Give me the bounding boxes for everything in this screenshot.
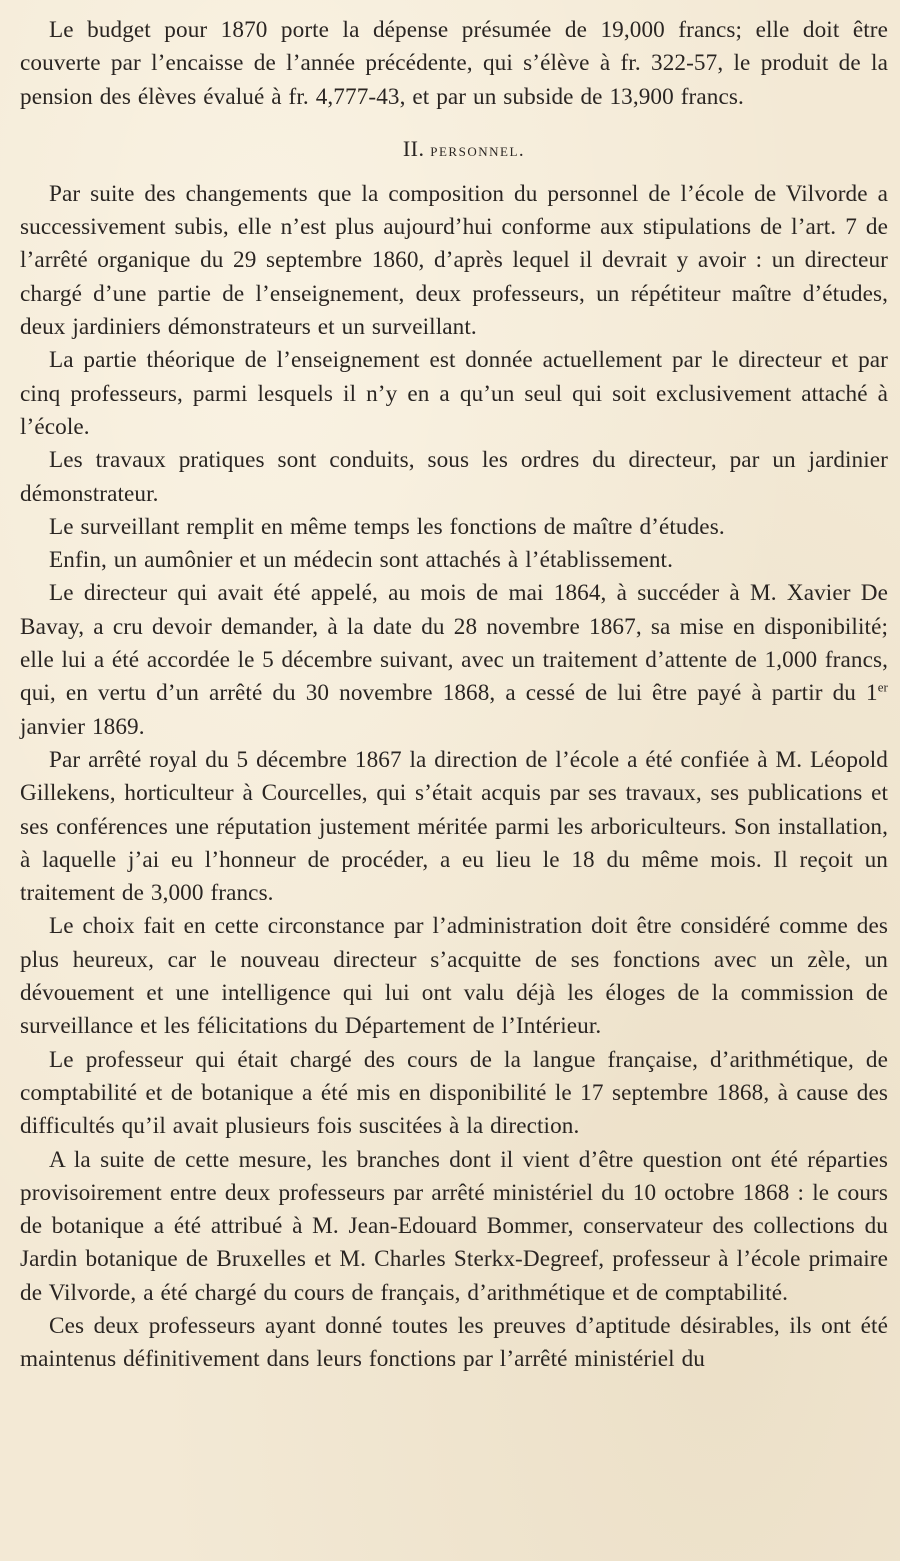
budget-paragraph: Le budget pour 1870 porte la dépense présumée de 19,000 francs; elle doit être couverte par l’encaisse de l’année précédente, qui s’élève à fr. 322-57, le produit de la pension des élèves évalué à fr. 4,777-43, et par un subside de 13,900 francs. (20, 17, 888, 110)
appointment-paragraph: Par arrêté royal du 5 décembre 1867 la direction de l’école a été confiée à M. Léopold Gillekens, horticulteur à Courcelles, qui s’était acquis par ses travaux, ses publications et ses conférences une réputation justement méritée parmi les arboriculteurs. Son installation, à laquelle j’ai eu l’honneur de procéder, a eu lieu le 18 du même mois. Il reçoit un traitement de 3,000 francs. (20, 746, 888, 907)
personnel-paragraph-3: Les travaux pratiques sont conduits, sous les ordres du directeur, par un jardinier démonstrateur. (20, 447, 888, 507)
personnel-paragraph-2: La partie théorique de l’enseignement est donnée actuellement par le directeur et par cinq professeurs, parmi lesquels il n’y en a qu’un seul qui soit exclusivement attaché à l’école. (20, 347, 888, 440)
ordinal-superscript: er (877, 679, 888, 695)
section-title: personnel. (430, 139, 526, 161)
director-paragraph (20, 577, 888, 743)
personnel-paragraph-5: Enfin, un aumônier et un médecin sont attachés à l’établissement. (49, 547, 673, 574)
director-paragraph-end: janvier 1869. (20, 713, 145, 740)
personnel-paragraph-4: Le surveillant remplit en même temps les fonctions de maître d’études. (49, 513, 725, 540)
professor-paragraph: Le professeur qui était chargé des cours de la langue française, d’arithmétique, de comptabilité et de botanique a été mis en disponibilité le 17 septembre 1868, à cause des difficultés qu’il avait plusieurs fois suscitées à la direction. (20, 1046, 888, 1140)
evaluation-paragraph: Le choix fait en cette circonstance par l’administration doit être considéré comme des plus heureux, car le nouveau directeur s’acquitte de ses fonctions avec un zèle, un dévouement et une intelligence qui lui ont valu déjà les éloges de la commission de surveillance et les félicitations du Département de l’Intérieur. (20, 913, 888, 1040)
section-number: II. (402, 135, 425, 161)
confirmation-paragraph: Ces deux professeurs ayant donné toutes les preuves d’aptitude désirables, ils ont été maintenus définitivement dans leurs fonctions par l’arrêté ministériel du (20, 1312, 888, 1373)
director-paragraph-text: Le directeur qui avait été appelé, au mois de mai 1864, à succéder à M. Xavier De Bavay, a cru devoir demander, à la date du 28 novembre 1867, sa mise en disponibilité; elle lui a été accordée le 5 décembre suivant, avec un traitement d’attente de 1,000 francs, qui, en vertu d’un arrêté du 30 novembre 1868, a cessé de lui être payé à partir du 1 (20, 580, 888, 707)
personnel-paragraph-1: Par suite des changements que la composition du personnel de l’école de Vilvorde a successivement subis, elle n’est plus aujourd’hui conforme aux stipulations de l’art. 7 de l’arrêté organique du 29 septembre 1860, d’après lequel il devrait y avoir : un directeur chargé d’une partie de l’enseignement, deux professeurs, un répétiteur maître d’études, deux jardiniers démonstrateurs et un surveillant. (20, 180, 888, 341)
section-heading (20, 134, 888, 166)
reassignment-paragraph: A la suite de cette mesure, les branches dont il vient d’être question ont été réparties provisoirement entre deux professeurs par arrêté ministériel du 10 octobre 1868 : le cours de botanique a été attribué à M. Jean-Edouard Bommer, conservateur des collections du Jardin botanique de Bruxelles et M. Charles Sterkx-Degreef, professeur à l’école primaire de Vilvorde, a été chargé du cours de français, d’arithmétique et de comptabilité. (20, 1146, 888, 1306)
